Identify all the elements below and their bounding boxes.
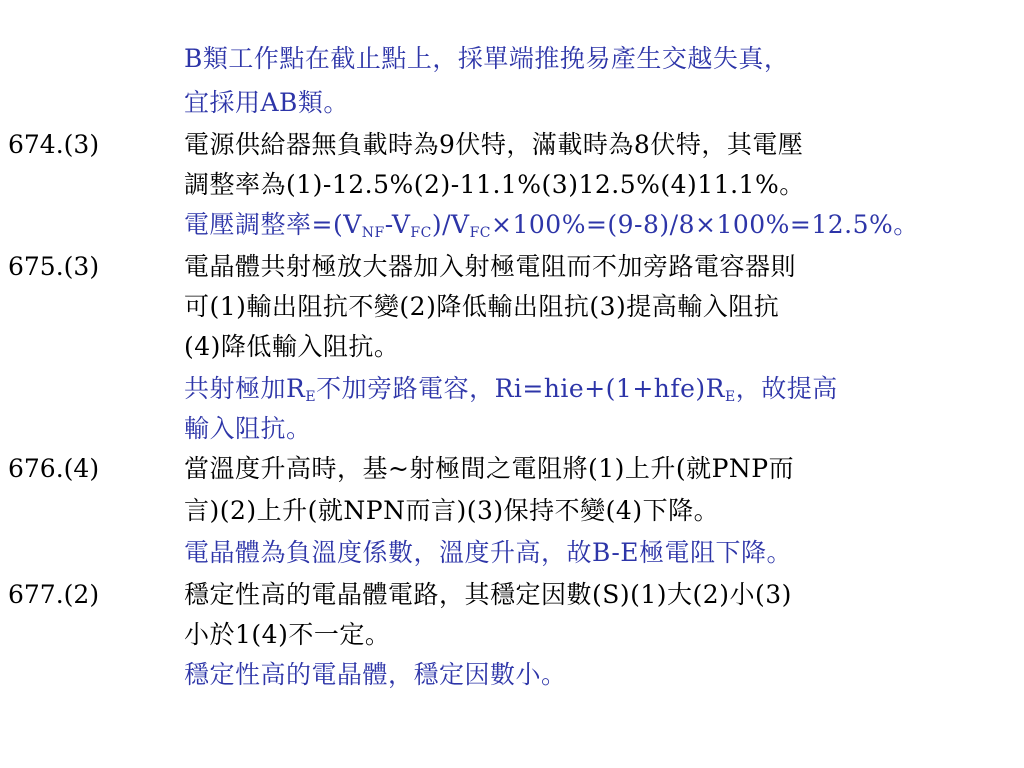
question-676-text-line-2: 言)(2)上升(就NPN而言)(3)保持不變(4)下降。	[184, 496, 720, 525]
question-675-answer-line-2: 輸入阻抗。	[184, 414, 312, 443]
question-675-answer-line-1	[184, 370, 838, 407]
question-677-answer: 穩定性高的電晶體，穩定因數小。	[184, 660, 567, 689]
question-677-text-line-2: 小於1(4)不一定。	[184, 620, 391, 649]
question-675-text-line-3: (4)降低輸入阻抗。	[184, 332, 400, 361]
answer-675-subscript-e-1: E	[305, 389, 317, 405]
question-674-answer	[184, 206, 919, 243]
question-676-answer: 電晶體為負溫度係數，溫度升高，故B-E極電阻下降。	[184, 538, 793, 567]
question-675-text-line-1: 電晶體共射極放大器加入射極電阻而不加旁路電容器則	[184, 252, 797, 281]
question-676-number: 676.(4)	[8, 454, 100, 483]
answer-674-part-3: )/V	[431, 210, 470, 239]
question-676-text-line-1: 當溫度升高時，基~射極間之電阻將(1)上升(就PNP而	[184, 454, 795, 483]
question-675-text-line-2: 可(1)輸出阻抗不變(2)降低輸出阻抗(3)提高輸入阻抗	[184, 292, 780, 321]
question-677-number: 677.(2)	[8, 580, 100, 609]
question-675-number: 675.(3)	[8, 252, 100, 281]
answer-674-subscript-nf: NF	[361, 225, 385, 241]
answer-674-subscript-fc-1: FC	[410, 225, 432, 241]
answer-674-part-4: ×100%=(9-8)/8×100%=12.5%。	[491, 210, 919, 239]
answer-675-subscript-e-2: E	[725, 389, 736, 405]
answer-675-part-1: 共射極加R	[184, 374, 306, 403]
answer-675-part-2: 不加旁路電容，Ri=hie+(1+hfe)R	[316, 374, 726, 403]
question-674-text-line-2: 調整率為(1)-12.5%(2)-11.1%(3)12.5%(4)11.1%。	[184, 170, 805, 199]
answer-675-part-3: ，故提高	[735, 374, 838, 403]
intro-answer-line-2: 宜採用AB類。	[184, 88, 349, 117]
question-677-text-line-1: 穩定性高的電晶體電路，其穩定因數(S)(1)大(2)小(3)	[184, 580, 792, 609]
answer-674-part-2: -V	[384, 210, 411, 239]
question-674-number: 674.(3)	[8, 130, 100, 159]
answer-674-part-1: 電壓調整率=(V	[184, 210, 362, 239]
question-674-text-line-1: 電源供給器無負載時為9伏特，滿載時為8伏特，其電壓	[184, 130, 804, 159]
answer-674-subscript-fc-2: FC	[469, 225, 492, 241]
intro-answer-line-1: B類工作點在截止點上，採單端推挽易產生交越失真，	[184, 44, 790, 73]
